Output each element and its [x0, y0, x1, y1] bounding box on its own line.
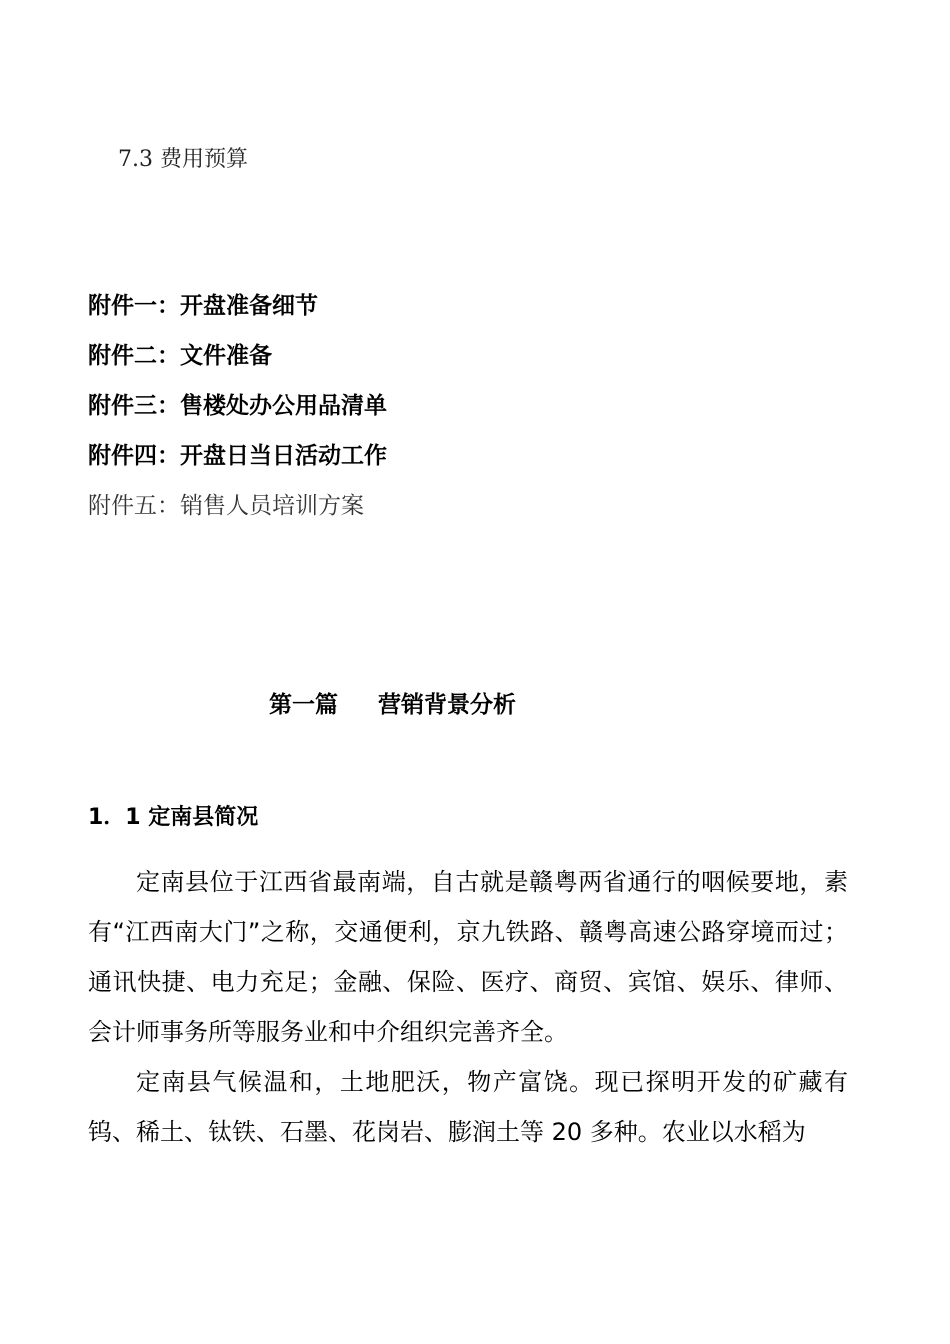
appendix-item-office-supplies: 附件三：售楼处办公用品清单 [88, 393, 387, 419]
appendix-item-sales-training: 附件五：销售人员培训方案 [88, 493, 364, 519]
part-name: 营销背景分析 [378, 692, 516, 718]
paragraph-overview: 定南县位于江西省最南端，自古就是赣粤两省通行的咽候要地，素有“江西南大门”之称，交通便利，京九铁路、赣粤高速公路穿境而过；通讯快捷、电力充足；金融、保险、医疗、商贸、宾馆、娱乐、律师、会计师事务所等服务业和中介组织完善齐全。 [88, 868, 848, 1046]
section-body [88, 857, 848, 1157]
appendix-item-opening-day-activities: 附件四：开盘日当日活动工作 [88, 443, 387, 469]
toc-item-budget: 7.3 费用预算 [118, 147, 248, 172]
appendix-list [88, 286, 387, 536]
paragraph-resources: 定南县气候温和，土地肥沃，物产富饶。现已探明开发的矿藏有钨、稀土、钛铁、石墨、花岗岩、膨润土等 20 多种。农业以水稻为 [88, 1068, 848, 1146]
part-number: 第一篇 [269, 692, 338, 718]
part-title [269, 686, 516, 719]
appendix-item-documents: 附件二：文件准备 [88, 343, 272, 369]
appendix-item-opening-prep: 附件一：开盘准备细节 [88, 293, 318, 319]
section-heading: 1．1 定南县简况 [88, 805, 259, 830]
